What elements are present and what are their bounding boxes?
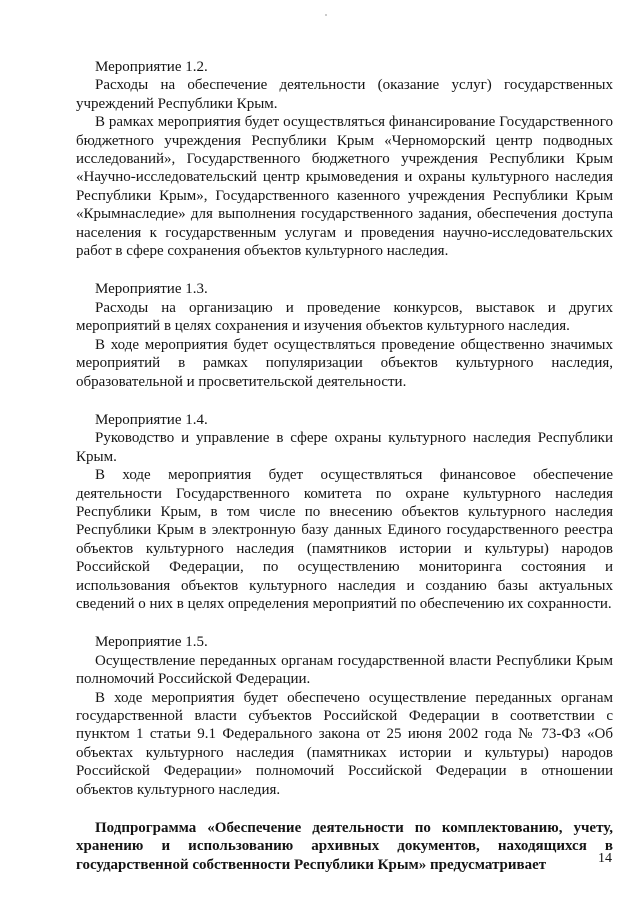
section-paragraph: Расходы на обеспечение деятельности (оказание услуг) государственных учреждений Республики Крым.	[76, 77, 613, 112]
section-heading: Мероприятие 1.5.	[95, 634, 208, 651]
section-1-5	[76, 633, 613, 799]
section-1-2	[76, 58, 613, 260]
subprogram-paragraph: Подпрограмма «Обеспечение деятельности по комплектованию, учету, хранению и использованию архивных документов, находящихся в государственной собственности Республики Крым» предусматривает	[76, 820, 613, 873]
section-1-3	[76, 280, 613, 390]
section-paragraph: Расходы на организацию и проведение конкурсов, выставок и других мероприятий в целях сохранения и изучения объектов культурного наследия.	[76, 299, 613, 335]
page-number: 14	[598, 851, 612, 866]
section-paragraph: В ходе мероприятия будет осуществляться проведение общественно значимых мероприятий в рамках популяризации объектов культурного наследия, образовательной и просветительской деятельности.	[76, 336, 613, 390]
section-1-4	[76, 411, 613, 613]
section-heading: Мероприятие 1.4.	[95, 411, 208, 428]
section-paragraph: Руководство и управление в сфере охраны культурного наследия Республики Крым.	[76, 430, 613, 465]
section-heading: Мероприятие 1.3.	[95, 281, 208, 298]
section-paragraph: В рамках мероприятия будет осуществляться финансирование Государственного бюджетного учреждения Республики Крым «Черноморский центр подводных исследований», Государственного бюджетного учреждения Республики Крым «Научно-исследовательский центр крымоведения и охраны культурного наследия Республики Крым», Государственного казенного учреждения Республики Крым «Крымнаследие» для выполнения государственного задания, обеспечения доступа населения к государственным услугам и проведения научно-исследовательских работ в сфере сохранения объектов культурного наследия.	[76, 114, 613, 260]
section-heading: Мероприятие 1.2.	[95, 59, 208, 75]
section-paragraph: Осуществление переданных органам государственной власти Республики Крым полномочий Российской Федерации.	[76, 652, 613, 688]
section-paragraph: В ходе мероприятия будет обеспечено осуществление переданных органам государственной власти субъектов Российской Федерации в соответствии с пунктом 1 статьи 9.1 Федерального закона от 25 июня 2002 года № 73-ФЗ «Об объектах культурного наследия (памятниках истории и культуры) народов Российской Федерации» полномочий Российской Федерации в отношении объектов культурного наследия.	[76, 689, 613, 798]
section-paragraph: В ходе мероприятия будет осуществляться финансовое обеспечение деятельности Государственного комитета по охране культурного наследия Республики Крым, в том числе по внесению объектов культурного наследия Республики Крым в электронную базу данных Единого государственного реестра объектов культурного наследия (памятников истории и культуры) народов Российской Федерации, по осуществлению мониторинга состояния и использования объектов культурного наследия и созданию базы актуальных сведений о них в целях определения мероприятий по обеспечению их сохранности.	[76, 467, 613, 612]
document-page	[76, 58, 613, 874]
scan-mark	[325, 14, 327, 16]
